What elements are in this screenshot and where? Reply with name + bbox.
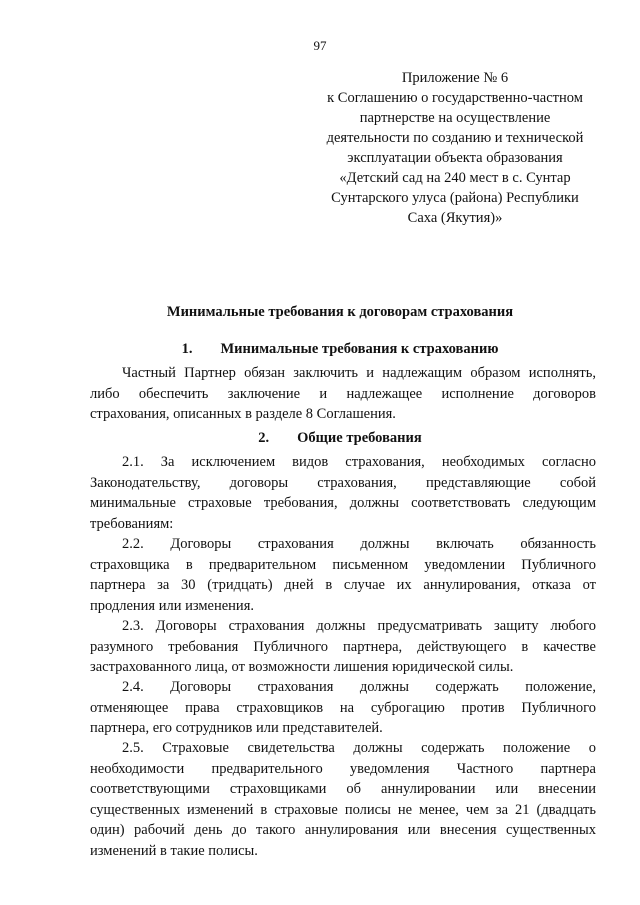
clause-2-3 [90, 616, 596, 678]
text-line: один) рабочий день до такого аннулирования или внесения существенных [90, 822, 596, 838]
appendix-line: Сунтарского улуса (района) Республики [331, 190, 579, 206]
text-line: партнера, его сотрудников или представителей. [90, 720, 383, 736]
text-line: Законодательству, договоры страхования, представляющие собой [90, 474, 596, 491]
appendix-line: Приложение № 6 [401, 70, 509, 86]
appendix-line: эксплуатации объекта образования [347, 150, 563, 166]
text-line: разумного требования Публичного партнера, действующего в качестве [90, 638, 596, 655]
text-line: изменений в такие полисы. [90, 842, 258, 859]
appendix-reference [314, 68, 596, 228]
text-line: 2.5. Страховые свидетельства должны содержать положение о [122, 740, 596, 756]
section-2-heading [80, 430, 600, 447]
text-line: 2.2. Договоры страхования должны включать обязанность [122, 536, 596, 552]
section-title: Минимальные требования к страхованию [220, 341, 499, 357]
document-title: Минимальные требования к договорам страхования [166, 304, 514, 320]
text-line: минимальные страховые требования, должны соответствовать следующим [90, 495, 596, 511]
text-line: соответствующими страховщиками об аннулировании или внесении [90, 781, 596, 797]
text-line: застрахованного лица, от возможности лишения юридической силы. [90, 659, 514, 675]
text-line: продления или изменения. [90, 597, 254, 614]
text-line: Частный Партнер обязан заключить и надлежащим образом исполнять, [122, 365, 596, 381]
text-line: страхования, описанных в разделе 8 Соглашения. [90, 406, 396, 422]
appendix-line: партнерстве на осуществление [359, 110, 551, 126]
section-1-heading [80, 341, 600, 358]
text-line: 2.1. За исключением видов страхования, необходимых согласно [122, 454, 596, 470]
text-line: требованиям: [90, 515, 174, 532]
appendix-line: «Детский сад на 240 мест в с. Сунтар [339, 170, 571, 186]
text-line: существенных изменений в страховые полисы не менее, чем за 21 (двадцать [90, 801, 596, 818]
text-line: отменяющее права страховщиков на суброгацию против Публичного [90, 699, 596, 716]
text-line: 2.3. Договоры страхования должны предусматривать защиту любого [122, 618, 596, 634]
clause-2-1 [90, 452, 596, 534]
clause-2-2 [90, 534, 596, 616]
page-number: 97 [313, 38, 327, 53]
text-line: необходимости предварительного уведомления Частного партнера [90, 760, 596, 777]
text-line: страховщика в предварительном письменном уведомлении Публичного [90, 556, 596, 573]
section-title: Общие требования [297, 430, 422, 446]
clause-2-4 [90, 677, 596, 739]
clause-2-5 [90, 738, 596, 861]
text-line: либо обеспечить заключение и надлежащее исполнение договоров [90, 385, 596, 402]
appendix-line: деятельности по созданию и технической [326, 130, 584, 146]
appendix-line: к Соглашению о государственно-частном [327, 90, 583, 106]
appendix-line: Саха (Якутия)» [407, 210, 503, 226]
text-line: партнера за 30 (тридцать) дней в случае их аннулирования, отказа от [90, 577, 596, 593]
section-number: 2. [258, 430, 270, 446]
section-number: 1. [181, 341, 193, 357]
text-line: 2.4. Договоры страхования должны содержать положение, [122, 679, 596, 695]
section-1-paragraph [90, 363, 596, 425]
